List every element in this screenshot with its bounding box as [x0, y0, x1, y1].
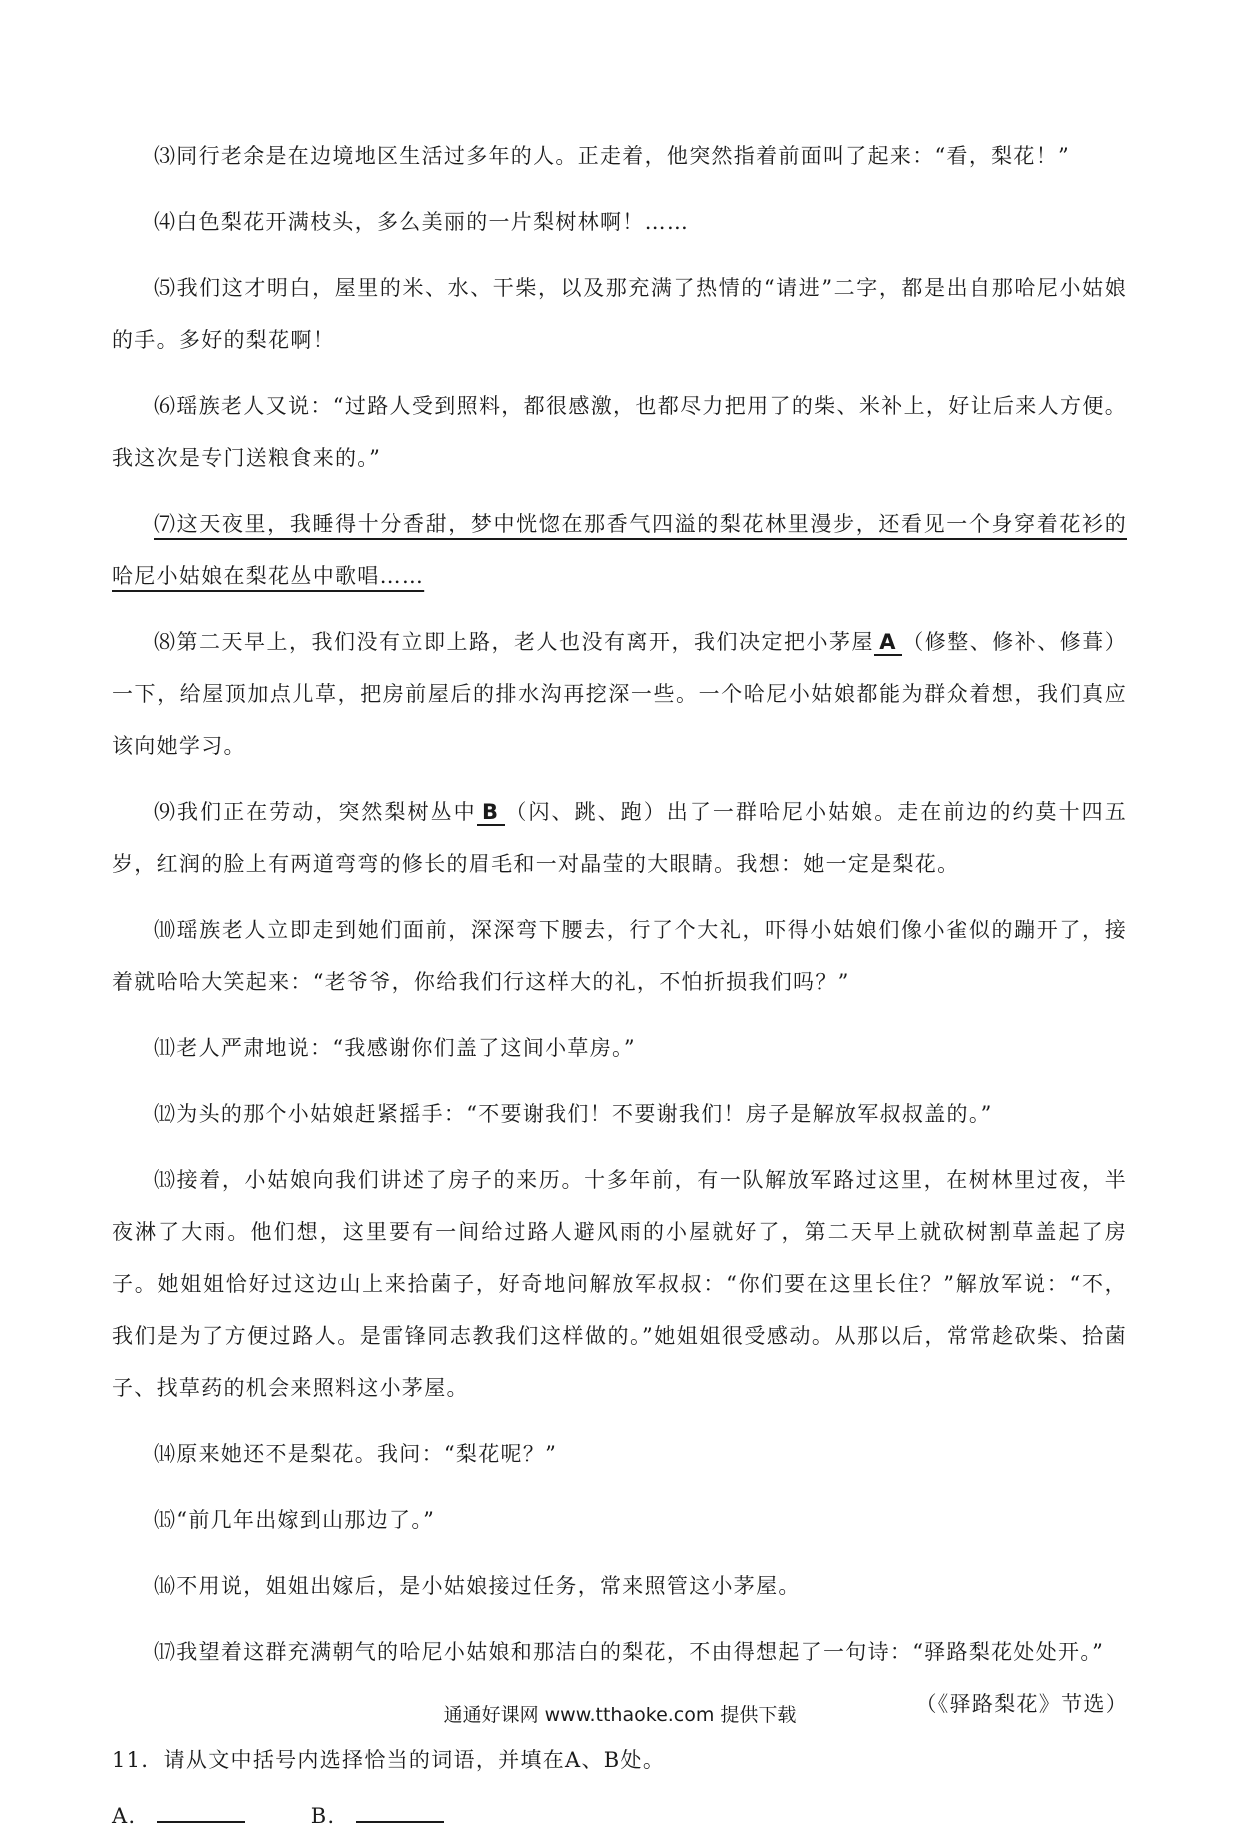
answer-label-a: A．: [112, 1804, 151, 1828]
paragraph-10: ⑽瑶族老人立即走到她们面前，深深弯下腰去，行了个大礼，吓得小姑娘们像小雀似的蹦开了，接着就哈哈大笑起来：“老爷爷，你给我们行这样大的礼，不怕折损我们吗？”: [112, 918, 1127, 994]
blank-b: B: [477, 800, 505, 826]
paragraph-6: ⑹瑶族老人又说：“过路人受到照料，都很感激，也都尽力把用了的柴、米补上，好让后来人方便。我这次是专门送粮食来的。”: [112, 394, 1127, 470]
blank-a: A: [874, 630, 902, 656]
paragraph-7-underlined: ⑺这天夜里，我睡得十分香甜，梦中恍惚在那香气四溢的梨花林里漫步，还看见一个身穿着花衫的哈尼小姑娘在梨花丛中歌唱……: [112, 512, 1127, 588]
paragraph-12: ⑿为头的那个小姑娘赶紧摇手：“不要谢我们！不要谢我们！房子是解放军叔叔盖的。”: [154, 1102, 993, 1126]
paragraph-11: ⑾老人严肃地说：“我感谢你们盖了这间小草房。”: [154, 1036, 636, 1060]
answer-line-a[interactable]: [157, 1801, 245, 1823]
paragraph-3: ⑶同行老余是在边境地区生活过多年的人。正走着，他突然指着前面叫了起来：“看，梨花！”: [154, 144, 1071, 168]
paragraph-9: [112, 786, 1127, 890]
paragraph-17: ⒄我望着这群充满朝气的哈尼小姑娘和那洁白的梨花，不由得想起了一句诗：“驿路梨花处处开。”: [154, 1640, 1105, 1664]
question-11-answer-row: [112, 1800, 444, 1830]
paragraph-16: ⒃不用说，姐姐出嫁后，是小姑娘接过任务，常来照管这小茅屋。: [154, 1574, 801, 1598]
paragraph-14: ⒁原来她还不是梨花。我问：“梨花呢？”: [154, 1442, 558, 1466]
source-citation: （《驿路梨花》节选）: [915, 1692, 1128, 1716]
paragraph-5: ⑸我们这才明白，屋里的米、水、干柴，以及那充满了热情的“请进”二字，都是出自那哈尼小姑娘的手。多好的梨花啊！: [112, 276, 1127, 352]
answer-line-b[interactable]: [356, 1801, 444, 1823]
paragraph-8-text-after: （修整、修补、修葺）一下，给屋顶加点儿草，把房前屋后的排水沟再挖深一些。一个哈尼小姑娘都能为群众着想，我们真应该向她学习。: [112, 630, 1127, 758]
paragraph-13: ⒀接着，小姑娘向我们讲述了房子的来历。十多年前，有一队解放军路过这里，在树林里过夜，半夜淋了大雨。他们想，这里要有一间给过路人避风雨的小屋就好了，第二天早上就砍树割草盖起了房子。她姐姐恰好过这边山上来拾菌子，好奇地问解放军叔叔：“你们要在这里长住？”解放军说：“不，我们是为了方便过路人。是雷锋同志教我们这样做的。”她姐姐很受感动。从那以后，常常趁砍柴、拾菌子、找草药的机会来照料这小茅屋。: [112, 1168, 1127, 1400]
paragraph-8-text-before: ⑻第二天早上，我们没有立即上路，老人也没有离开，我们决定把小茅屋: [154, 630, 874, 654]
page-footer: 通通好课网 www.tthaoke.com 提供下载: [443, 1704, 797, 1726]
paragraph-9-text-after: （闪、跳、跑）出了一群哈尼小姑娘。走在前边的约莫十四五岁，红润的脸上有两道弯弯的修长的眉毛和一对晶莹的大眼睛。我想：她一定是梨花。: [112, 800, 1127, 876]
question-11: 11．请从文中括号内选择恰当的词语，并填在A、B处。: [112, 1748, 666, 1772]
paragraph-9-text-before: ⑼我们正在劳动，突然梨树丛中: [154, 800, 477, 824]
paragraph-4: ⑷白色梨花开满枝头，多么美丽的一片梨树林啊！……: [154, 210, 690, 234]
paragraph-15: ⒂“前几年出嫁到山那边了。”: [154, 1508, 436, 1532]
paragraph-8: [112, 616, 1127, 772]
answer-label-b: B．: [310, 1804, 350, 1828]
